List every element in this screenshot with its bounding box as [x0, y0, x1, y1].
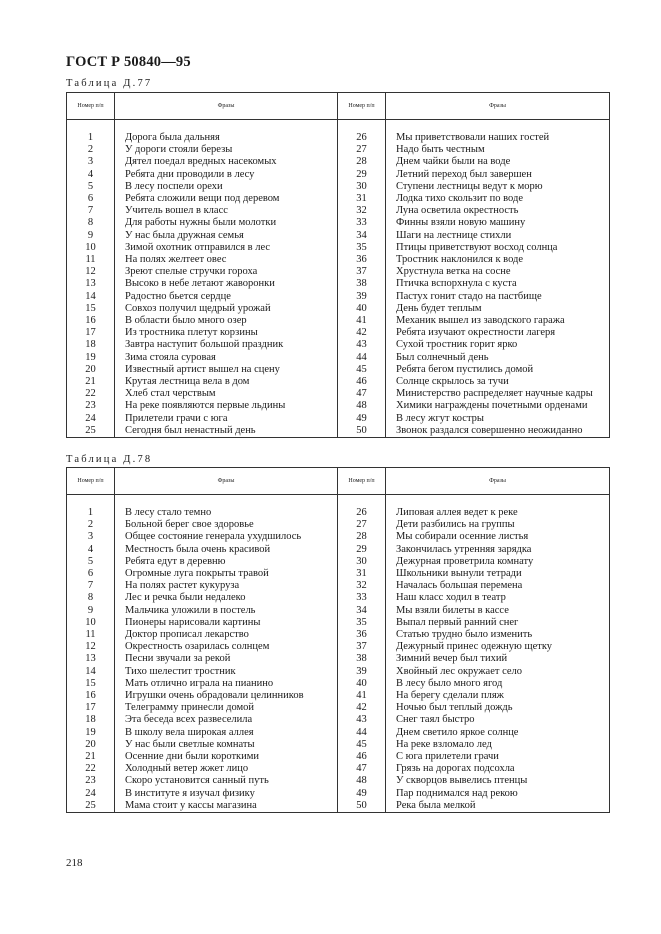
table-d78	[66, 467, 610, 813]
phrase-right: У скворцов вывелись птенцы	[386, 775, 610, 787]
row-number-right: 33	[338, 592, 386, 604]
phrase-left: Холодный ветер жжет лицо	[115, 763, 338, 775]
row-number-left: 8	[67, 217, 115, 229]
phrase-left: Огромные луга покрыты травой	[115, 568, 338, 580]
phrase-right: На реке взломало лед	[386, 739, 610, 751]
phrase-right: Школьники вынули тетради	[386, 568, 610, 580]
row-number-left: 8	[67, 592, 115, 604]
phrase-left: Высоко в небе летают жаворонки	[115, 278, 338, 290]
row-number-right: 44	[338, 352, 386, 364]
row-number-right: 49	[338, 788, 386, 800]
table-row	[67, 181, 610, 193]
phrase-left: Хлеб стал черствым	[115, 388, 338, 400]
phrase-left: Мать отлично играла на пианино	[115, 678, 338, 690]
table-row	[67, 425, 610, 438]
row-number-right: 50	[338, 800, 386, 813]
column-header-number: Номер п/п	[67, 93, 115, 120]
row-number-left: 10	[67, 242, 115, 254]
table-row	[67, 364, 610, 376]
row-number-left: 17	[67, 702, 115, 714]
phrase-left: Больной берег свое здоровье	[115, 519, 338, 531]
column-header-phrases: Фразы	[115, 93, 338, 120]
row-number-right: 41	[338, 315, 386, 327]
row-number-left: 16	[67, 315, 115, 327]
phrase-left: Завтра наступит большой праздник	[115, 339, 338, 351]
phrase-right: Ребята изучают окрестности лагеря	[386, 327, 610, 339]
row-number-right: 35	[338, 617, 386, 629]
row-number-right: 45	[338, 739, 386, 751]
phrase-right: В лесу жгут костры	[386, 413, 610, 425]
phrase-left: Зима стояла суровая	[115, 352, 338, 364]
row-number-left: 21	[67, 751, 115, 763]
row-number-right: 48	[338, 400, 386, 412]
phrase-right: Лодка тихо скользит по воде	[386, 193, 610, 205]
row-number-left: 13	[67, 278, 115, 290]
phrase-right: Началась большая перемена	[386, 580, 610, 592]
table-row	[67, 303, 610, 315]
row-number-right: 29	[338, 544, 386, 556]
table-row	[67, 376, 610, 388]
row-number-right: 38	[338, 653, 386, 665]
table-row	[67, 556, 610, 568]
phrase-left: Известный артист вышел на сцену	[115, 364, 338, 376]
phrase-right: Надо быть честным	[386, 144, 610, 156]
row-number-right: 33	[338, 217, 386, 229]
table-row	[67, 592, 610, 604]
phrase-right: Был солнечный день	[386, 352, 610, 364]
row-number-left: 23	[67, 775, 115, 787]
phrase-right: Липовая аллея ведет к реке	[386, 507, 610, 519]
phrase-left: Дятел поедал вредных насекомых	[115, 156, 338, 168]
phrase-right: Пастух гонит стадо на пастбище	[386, 291, 610, 303]
phrase-left: Совхоз получил щедрый урожай	[115, 303, 338, 315]
phrase-left: Игрушки очень обрадовали целинников	[115, 690, 338, 702]
column-header-number: Номер п/п	[338, 93, 386, 120]
row-number-right: 50	[338, 425, 386, 438]
row-number-right: 34	[338, 605, 386, 617]
row-number-left: 24	[67, 788, 115, 800]
phrase-left: Эта беседа всех развеселила	[115, 714, 338, 726]
table-row	[67, 156, 610, 168]
column-header-phrases: Фразы	[115, 468, 338, 495]
row-number-right: 42	[338, 702, 386, 714]
phrase-right: Дежурный принес одежную щетку	[386, 641, 610, 653]
row-number-right: 41	[338, 690, 386, 702]
phrase-right: Выпал первый ранний снег	[386, 617, 610, 629]
row-number-left: 20	[67, 364, 115, 376]
row-number-right: 30	[338, 556, 386, 568]
row-number-right: 46	[338, 751, 386, 763]
phrase-right: Сухой тростник горит ярко	[386, 339, 610, 351]
row-number-right: 49	[338, 413, 386, 425]
phrase-left: Для работы нужны были молотки	[115, 217, 338, 229]
table-d77	[66, 92, 610, 438]
row-number-left: 15	[67, 303, 115, 315]
phrase-right: На берегу сделали пляж	[386, 690, 610, 702]
row-number-right: 31	[338, 193, 386, 205]
row-number-right: 29	[338, 169, 386, 181]
phrase-left: В институте я изучал физику	[115, 788, 338, 800]
row-number-left: 3	[67, 531, 115, 543]
row-number-left: 11	[67, 629, 115, 641]
phrase-left: В области было много озер	[115, 315, 338, 327]
row-number-right: 39	[338, 666, 386, 678]
row-number-left: 25	[67, 425, 115, 438]
phrase-right: Дети разбились на группы	[386, 519, 610, 531]
table-row	[67, 775, 610, 787]
table-row	[67, 519, 610, 531]
phrase-right: Звонок раздался совершенно неожиданно	[386, 425, 610, 438]
row-number-right: 26	[338, 132, 386, 144]
table-row	[67, 763, 610, 775]
table-row	[67, 193, 610, 205]
table-row	[67, 714, 610, 726]
table-row	[67, 739, 610, 751]
table-row	[67, 132, 610, 144]
row-number-left: 5	[67, 181, 115, 193]
phrase-left: У нас была дружная семья	[115, 230, 338, 242]
phrase-left: Лес и речка были недалеко	[115, 592, 338, 604]
row-number-right: 40	[338, 303, 386, 315]
phrase-right: Тростник наклонился к воде	[386, 254, 610, 266]
row-number-left: 4	[67, 544, 115, 556]
row-number-right: 36	[338, 254, 386, 266]
phrase-right: Хвойный лес окружает село	[386, 666, 610, 678]
row-number-left: 14	[67, 291, 115, 303]
phrase-right: Снег таял быстро	[386, 714, 610, 726]
phrase-right: Статью трудно было изменить	[386, 629, 610, 641]
phrase-left: Ребята едут в деревню	[115, 556, 338, 568]
table-row	[67, 653, 610, 665]
phrase-right: Дежурная проветрила комнату	[386, 556, 610, 568]
phrase-right: Мы взяли билеты в кассе	[386, 605, 610, 617]
phrase-right: Механик вышел из заводского гаража	[386, 315, 610, 327]
row-number-left: 1	[67, 132, 115, 144]
row-number-right: 34	[338, 230, 386, 242]
phrase-right: Закончилась утренняя зарядка	[386, 544, 610, 556]
row-number-right: 30	[338, 181, 386, 193]
row-number-left: 16	[67, 690, 115, 702]
row-number-right: 43	[338, 339, 386, 351]
phrase-left: Радостно бьется сердце	[115, 291, 338, 303]
row-number-left: 12	[67, 641, 115, 653]
row-number-left: 22	[67, 763, 115, 775]
row-number-left: 3	[67, 156, 115, 168]
table-row	[67, 205, 610, 217]
phrase-left: Осенние дни были короткими	[115, 751, 338, 763]
phrase-left: Из тростника плетут корзины	[115, 327, 338, 339]
phrase-left: Тихо шелестит тростник	[115, 666, 338, 678]
row-number-right: 27	[338, 519, 386, 531]
row-number-right: 47	[338, 763, 386, 775]
phrase-right: Министерство распределяет научные кадры	[386, 388, 610, 400]
column-header-number: Номер п/п	[67, 468, 115, 495]
row-number-right: 42	[338, 327, 386, 339]
row-number-right: 44	[338, 727, 386, 739]
phrase-right: Мы приветствовали наших гостей	[386, 132, 610, 144]
phrase-left: Доктор прописал лекарство	[115, 629, 338, 641]
table-row	[67, 605, 610, 617]
row-number-right: 40	[338, 678, 386, 690]
row-number-left: 11	[67, 254, 115, 266]
table-row	[67, 144, 610, 156]
column-header-phrases: Фразы	[386, 93, 610, 120]
phrase-left: Телеграмму принесли домой	[115, 702, 338, 714]
table-row	[67, 400, 610, 412]
table-row	[67, 230, 610, 242]
phrase-right: Грязь на дорогах подсохла	[386, 763, 610, 775]
row-number-left: 25	[67, 800, 115, 813]
row-number-left: 7	[67, 580, 115, 592]
table-row	[67, 568, 610, 580]
table-row	[67, 800, 610, 813]
phrase-left: У дороги стояли березы	[115, 144, 338, 156]
phrase-left: Песни звучали за рекой	[115, 653, 338, 665]
phrase-right: Река была мелкой	[386, 800, 610, 813]
row-number-left: 23	[67, 400, 115, 412]
phrase-left: Зреют спелые стручки гороха	[115, 266, 338, 278]
phrase-left: Зимой охотник отправился в лес	[115, 242, 338, 254]
row-number-right: 47	[338, 388, 386, 400]
table-row	[67, 266, 610, 278]
phrase-left: На полях желтеет овес	[115, 254, 338, 266]
row-number-left: 9	[67, 605, 115, 617]
table-row	[67, 727, 610, 739]
table-row	[67, 339, 610, 351]
phrase-right: Птичка вспорхнула с куста	[386, 278, 610, 290]
table-row	[67, 388, 610, 400]
row-number-right: 37	[338, 266, 386, 278]
table-row	[67, 217, 610, 229]
row-number-left: 7	[67, 205, 115, 217]
row-number-right: 32	[338, 580, 386, 592]
phrase-left: Ребята дни проводили в лесу	[115, 169, 338, 181]
row-number-left: 20	[67, 739, 115, 751]
table-row	[67, 278, 610, 290]
table-caption-d77: Таблица Д.77	[66, 78, 153, 89]
row-number-right: 43	[338, 714, 386, 726]
phrase-left: Местность была очень красивой	[115, 544, 338, 556]
phrase-right: Птицы приветствуют восход солнца	[386, 242, 610, 254]
row-number-left: 19	[67, 727, 115, 739]
phrase-left: Учитель вошел в класс	[115, 205, 338, 217]
row-number-right: 28	[338, 156, 386, 168]
row-number-left: 17	[67, 327, 115, 339]
phrase-right: С юга прилетели грачи	[386, 751, 610, 763]
row-number-left: 21	[67, 376, 115, 388]
table-row	[67, 242, 610, 254]
row-number-right: 39	[338, 291, 386, 303]
table-row	[67, 617, 610, 629]
phrase-left: Окрестность озарилась солнцем	[115, 641, 338, 653]
phrase-left: Пионеры нарисовали картины	[115, 617, 338, 629]
table-row	[67, 315, 610, 327]
phrase-left: Крутая лестница вела в дом	[115, 376, 338, 388]
row-number-left: 2	[67, 144, 115, 156]
row-number-left: 24	[67, 413, 115, 425]
phrase-right: Химики награждены почетными орденами	[386, 400, 610, 412]
column-header-phrases: Фразы	[386, 468, 610, 495]
phrase-right: Ночью был теплый дождь	[386, 702, 610, 714]
table-row	[67, 169, 610, 181]
phrase-right: Мы собирали осенние листья	[386, 531, 610, 543]
table-row	[67, 629, 610, 641]
row-number-left: 22	[67, 388, 115, 400]
row-number-left: 15	[67, 678, 115, 690]
table-row	[67, 580, 610, 592]
table-row	[67, 788, 610, 800]
row-number-left: 14	[67, 666, 115, 678]
row-number-left: 2	[67, 519, 115, 531]
phrase-right: Зимний вечер был тихий	[386, 653, 610, 665]
phrase-right: Хрустнула ветка на сосне	[386, 266, 610, 278]
row-number-right: 46	[338, 376, 386, 388]
phrase-left: У нас были светлые комнаты	[115, 739, 338, 751]
page-number: 218	[66, 857, 83, 869]
phrase-left: Прилетели грачи с юга	[115, 413, 338, 425]
row-number-left: 9	[67, 230, 115, 242]
table-row	[67, 666, 610, 678]
phrase-right: Финны взяли новую машину	[386, 217, 610, 229]
row-number-left: 19	[67, 352, 115, 364]
row-number-right: 35	[338, 242, 386, 254]
row-number-left: 5	[67, 556, 115, 568]
row-number-right: 38	[338, 278, 386, 290]
row-number-right: 32	[338, 205, 386, 217]
row-number-right: 26	[338, 507, 386, 519]
phrase-left: Мальчика уложили в постель	[115, 605, 338, 617]
table-row	[67, 413, 610, 425]
phrase-right: Наш класс ходил в театр	[386, 592, 610, 604]
table-row	[67, 751, 610, 763]
phrase-left: В школу вела широкая аллея	[115, 727, 338, 739]
table-row	[67, 352, 610, 364]
table-row	[67, 254, 610, 266]
page-header-title: ГОСТ Р 50840—95	[66, 54, 191, 70]
table-row	[67, 544, 610, 556]
table-row	[67, 641, 610, 653]
row-number-left: 6	[67, 568, 115, 580]
row-number-left: 6	[67, 193, 115, 205]
table-row	[67, 291, 610, 303]
phrase-right: Ступени лестницы ведут к морю	[386, 181, 610, 193]
row-number-left: 4	[67, 169, 115, 181]
phrase-left: Сегодня был ненастный день	[115, 425, 338, 438]
phrase-right: Пар поднимался над рекою	[386, 788, 610, 800]
table-row	[67, 507, 610, 519]
row-number-right: 31	[338, 568, 386, 580]
phrase-left: В лесу поспели орехи	[115, 181, 338, 193]
table-row	[67, 690, 610, 702]
phrase-right: Ребята бегом пустились домой	[386, 364, 610, 376]
row-number-right: 45	[338, 364, 386, 376]
row-number-left: 1	[67, 507, 115, 519]
row-number-left: 18	[67, 339, 115, 351]
phrase-right: Днем светило яркое солнце	[386, 727, 610, 739]
phrase-right: Солнце скрылось за тучи	[386, 376, 610, 388]
phrase-left: На полях растет кукуруза	[115, 580, 338, 592]
table-row	[67, 327, 610, 339]
row-number-right: 48	[338, 775, 386, 787]
phrase-left: На реке появляются первые льдины	[115, 400, 338, 412]
phrase-right: День будет теплым	[386, 303, 610, 315]
row-number-left: 12	[67, 266, 115, 278]
phrase-right: Днем чайки были на воде	[386, 156, 610, 168]
table-row	[67, 702, 610, 714]
phrase-left: В лесу стало темно	[115, 507, 338, 519]
row-number-right: 36	[338, 629, 386, 641]
phrase-right: Шаги на лестнице стихли	[386, 230, 610, 242]
phrase-left: Ребята сложили вещи под деревом	[115, 193, 338, 205]
table-row	[67, 678, 610, 690]
phrase-left: Мама стоит у кассы магазина	[115, 800, 338, 813]
phrase-left: Дорога была дальняя	[115, 132, 338, 144]
row-number-right: 28	[338, 531, 386, 543]
phrase-right: Луна осветила окрестность	[386, 205, 610, 217]
column-header-number: Номер п/п	[338, 468, 386, 495]
table-caption-d78: Таблица Д.78	[66, 454, 153, 465]
row-number-right: 27	[338, 144, 386, 156]
row-number-left: 18	[67, 714, 115, 726]
table-row	[67, 531, 610, 543]
row-number-right: 37	[338, 641, 386, 653]
phrase-right: В лесу было много ягод	[386, 678, 610, 690]
phrase-right: Летний переход был завершен	[386, 169, 610, 181]
row-number-left: 10	[67, 617, 115, 629]
row-number-left: 13	[67, 653, 115, 665]
phrase-left: Общее состояние генерала ухудшилось	[115, 531, 338, 543]
phrase-left: Скоро установится санный путь	[115, 775, 338, 787]
